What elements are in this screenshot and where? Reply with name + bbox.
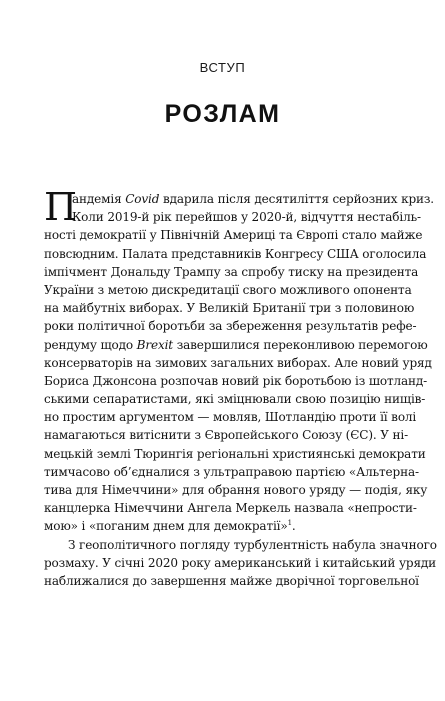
text-line: на майбутніх виборах. У Великій Британії три з половиною bbox=[44, 301, 415, 316]
text-line: тимчасово об’єдналися з ультраправою партією «Альтерна- bbox=[44, 464, 419, 479]
text-line: андемія Covid вдарила після десятиліття серйозних криз. bbox=[72, 192, 434, 206]
chapter-title: РОЗЛАМ bbox=[164, 100, 281, 128]
footnote-mark: 1 bbox=[287, 519, 292, 528]
body-text bbox=[44, 185, 437, 590]
text-line: Бориса Джонсона розпочав новий рік боротьбою із шотланд- bbox=[44, 373, 428, 388]
text-line: розмаху. У січні 2020 року американський і китайський уряди bbox=[44, 555, 437, 570]
text-line: України з метою дискредитації свого можливого опонента bbox=[44, 282, 412, 297]
text-line: Коли 2019-й рік перейшов у 2020-й, відчуття нестабіль- bbox=[72, 210, 421, 225]
text-line: мою» і «поганим днем для демократії»$^1$. bbox=[44, 519, 296, 534]
text-line: канцлерка Німеччини Ангела Меркель назвала «непрости- bbox=[44, 501, 417, 516]
text-line: консерваторів на зимових загальних виборах. Але новий уряд bbox=[44, 355, 432, 370]
text-line: повсюдним. Палата представників Конгресу США оголосила bbox=[44, 246, 427, 261]
drop-cap: П bbox=[44, 185, 78, 229]
text-line: роки політичної боротьби за збереження результатів рефе- bbox=[44, 319, 417, 334]
text-line: З геополітичного погляду турбулентність набула значного bbox=[68, 537, 437, 552]
text-line: но простим аргументом — мовляв, Шотландію проти її волі bbox=[44, 410, 417, 425]
text-line: імпічмент Дональду Трампу за спробу тиску на президента bbox=[44, 264, 419, 279]
text-line: ськими сепаратистами, які зміцнювали свою позицію нищів- bbox=[44, 392, 426, 407]
text-line: рендуму щодо Brexit завершилися переконливою перемогою bbox=[44, 337, 428, 352]
text-line: ності демократії у Північній Америці та Європі стало майже bbox=[44, 228, 423, 243]
paragraph-2 bbox=[44, 536, 437, 591]
section-label: ВСТУП bbox=[199, 60, 246, 75]
paragraph-1 bbox=[44, 185, 434, 536]
text-line: намагаються витіснити з Європейського Союзу (ЄС). У ні- bbox=[44, 428, 409, 443]
text-line: мецькій землі Тюрингія регіональні християнські демократи bbox=[44, 446, 426, 461]
text-line: тива для Німеччини» для обрання нового уряду — подія, яку bbox=[44, 483, 428, 497]
text-line: наближалися до завершення майже дворічної торговельної bbox=[44, 573, 419, 588]
